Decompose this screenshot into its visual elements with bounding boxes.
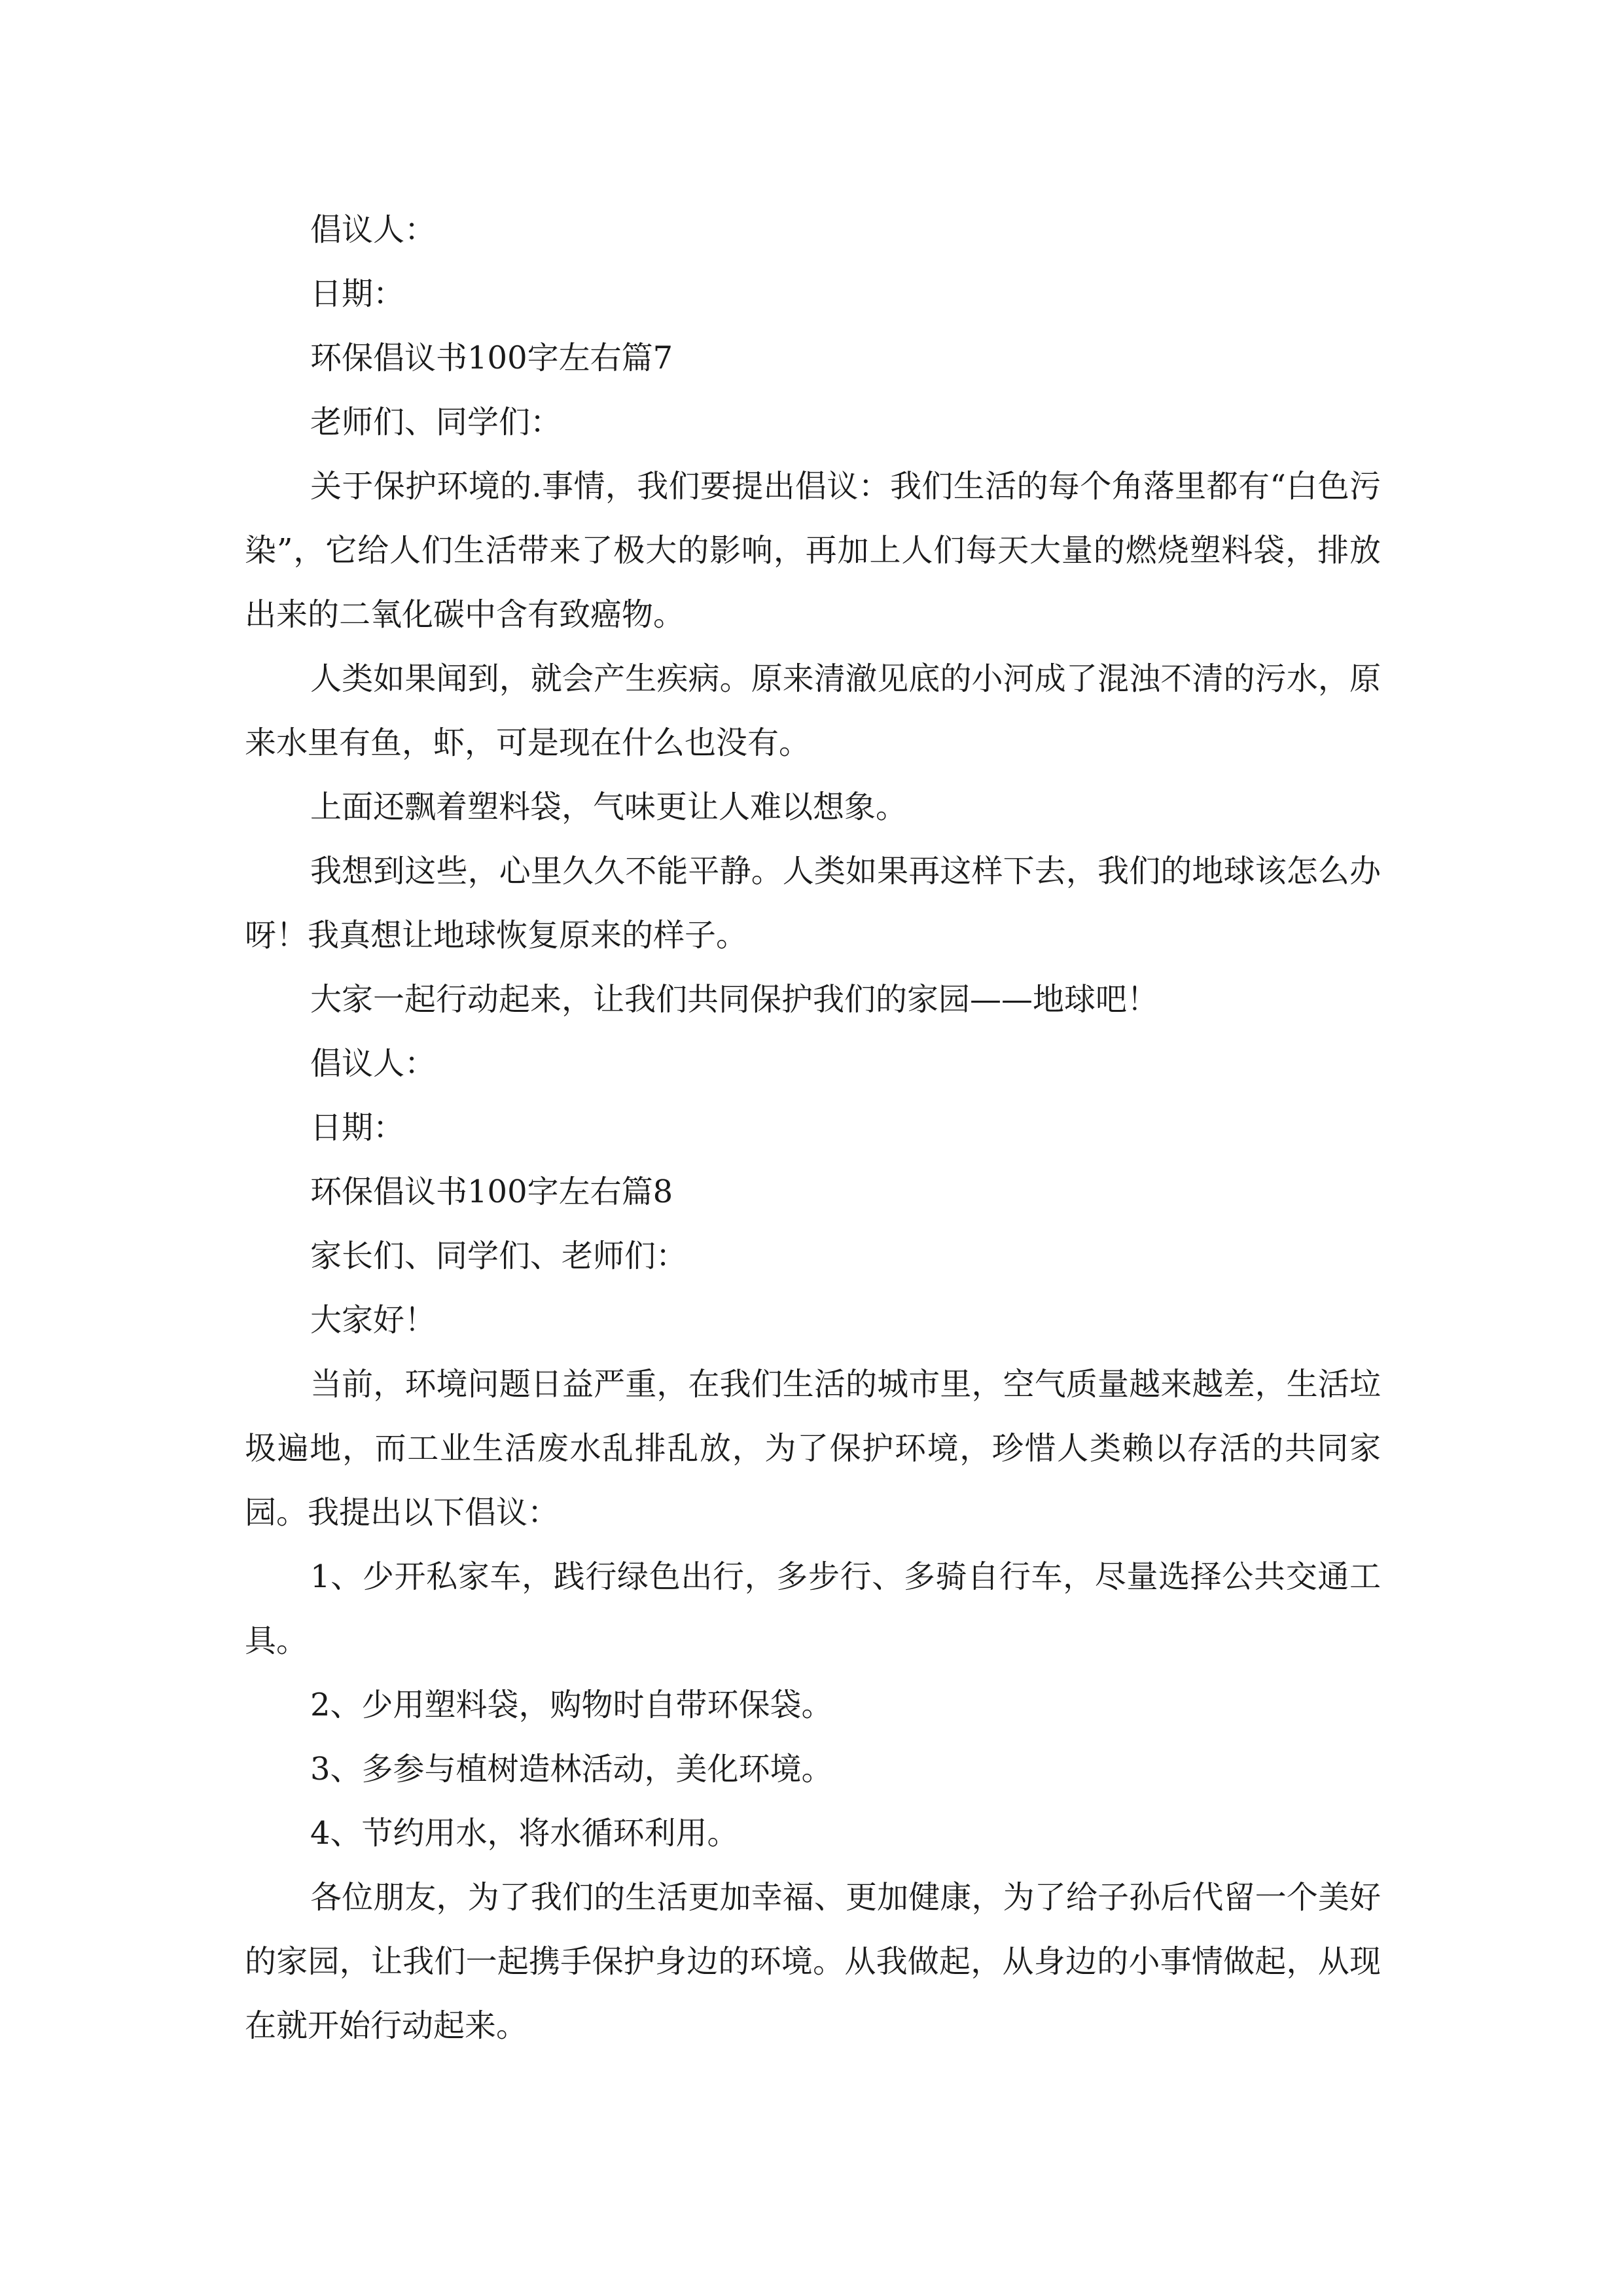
list-item: 4、节约用水，将水循环利用。 <box>310 1815 739 1852</box>
body-paragraph: 大家一起行动起来，让我们共同保护我们的家园——地球吧！ <box>310 981 1159 1018</box>
body-paragraph: 关于保护环境的.事情，我们要提出倡议：我们生活的每个角落里都有“白色污染”，它给人们生活带来了极大的影响，再加上人们每天大量的燃烧塑料袋，排放出来的二氧化碳中含有致癌物。 <box>245 468 1381 633</box>
date-line: 日期： <box>310 276 405 312</box>
document-body <box>245 198 1381 2058</box>
greeting: 大家好！ <box>310 1302 437 1338</box>
salutation: 家长们、同学们、老师们： <box>310 1238 688 1274</box>
date-line: 日期： <box>310 1109 405 1146</box>
signatory-line: 倡议人： <box>310 211 437 248</box>
body-paragraph: 人类如果闻到，就会产生疾病。原来清澈见底的小河成了混浊不清的污水，原来水里有鱼，虾，可是现在什么也没有。 <box>245 660 1381 761</box>
body-paragraph: 当前，环境问题日益严重，在我们生活的城市里，空气质量越来越差，生活垃圾遍地，而工业生活废水乱排乱放，为了保护环境，珍惜人类赖以存活的共同家园。我提出以下倡议： <box>245 1366 1381 1531</box>
list-item: 3、多参与植树造林活动，美化环境。 <box>310 1751 833 1787</box>
list-item: 2、少用塑料袋，购物时自带环保袋。 <box>310 1687 833 1723</box>
body-paragraph: 各位朋友，为了我们的生活更加幸福、更加健康，为了给子孙后代留一个美好的家园，让我们一起携手保护身边的环境。从我做起，从身边的小事情做起，从现在就开始行动起来。 <box>245 1879 1381 2044</box>
list-item: 1、少开私家车，践行绿色出行，多步行、多骑自行车，尽量选择公共交通工具。 <box>245 1558 1381 1659</box>
body-paragraph: 我想到这些，心里久久不能平静。人类如果再这样下去，我们的地球该怎么办呀！我真想让地球恢复原来的样子。 <box>245 853 1381 954</box>
signatory-line: 倡议人： <box>310 1045 437 1082</box>
section-title-7: 环保倡议书100字左右篇7 <box>310 340 673 376</box>
section-title-8: 环保倡议书100字左右篇8 <box>310 1174 673 1210</box>
body-paragraph: 上面还飘着塑料袋，气味更让人难以想象。 <box>310 789 908 825</box>
salutation: 老师们、同学们： <box>310 404 562 440</box>
